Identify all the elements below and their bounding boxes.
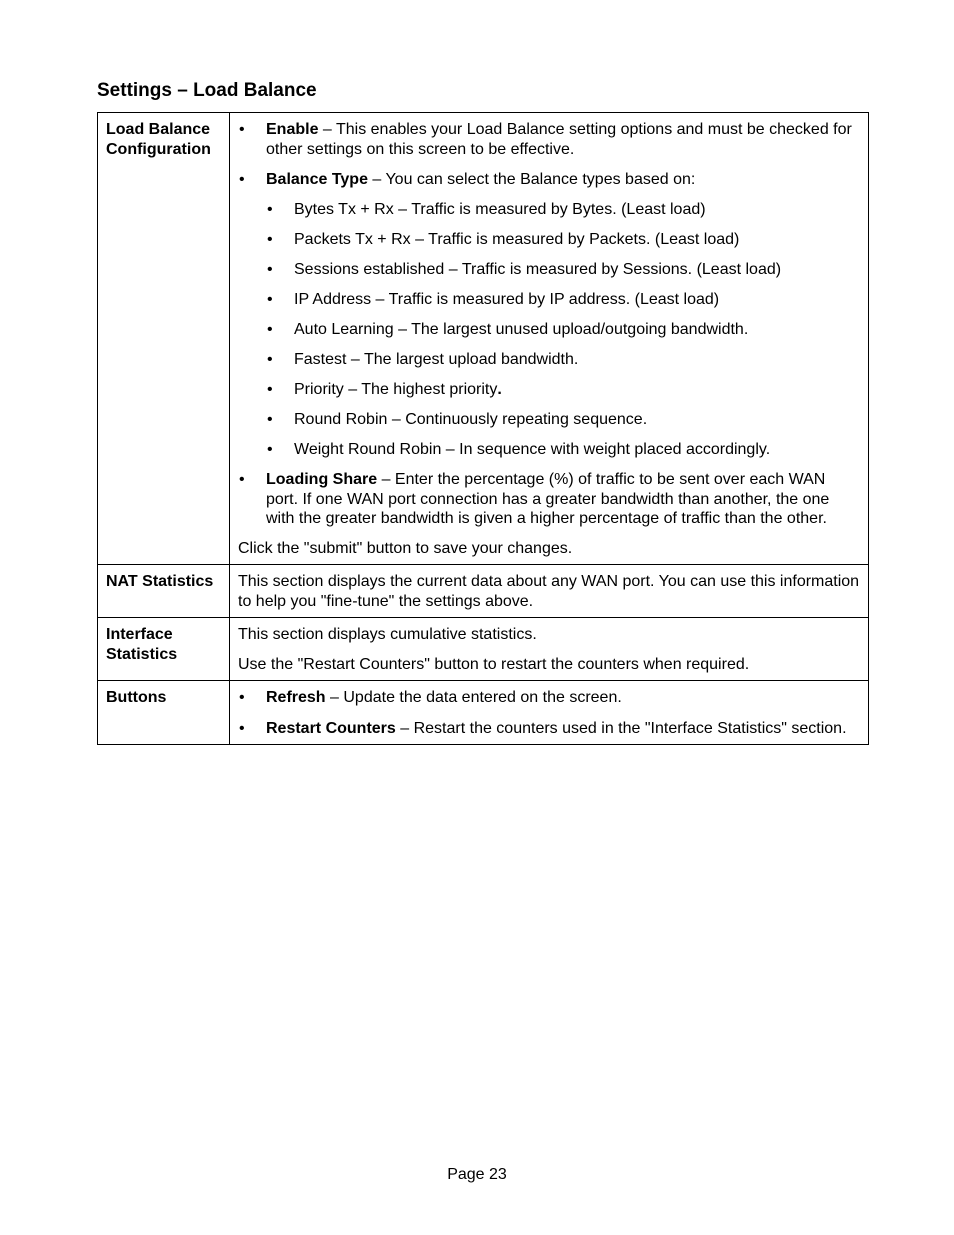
row-description — [230, 565, 869, 618]
table-row-nat-statistics — [98, 565, 869, 618]
page-title: Settings – Load Balance — [97, 80, 317, 101]
table-row-buttons — [98, 681, 869, 745]
row-label: Interface Statistics — [98, 618, 230, 681]
list-item: • Packets Tx + Rx – Traffic is measured by Packets. (Least load) — [266, 230, 860, 250]
term-refresh: Refresh — [266, 689, 326, 706]
list-item-refresh — [238, 688, 860, 708]
buttons-list — [238, 688, 860, 738]
interface-restart-note: Use the "Restart Counters" button to restart the counters when required. — [238, 655, 750, 673]
term-balance-type: Balance Type — [266, 171, 368, 188]
list-item: • Bytes Tx + Rx – Traffic is measured by Bytes. (Least load) — [266, 200, 860, 220]
interface-description: This section displays cumulative statistics. — [238, 626, 537, 643]
submit-note: Click the "submit" button to save your changes. — [238, 539, 573, 557]
row-description — [230, 113, 869, 565]
row-label: NAT Statistics — [98, 565, 230, 618]
list-item: • Weight Round Robin – In sequence with weight placed accordingly. — [266, 440, 860, 460]
table-row-interface-statistics — [98, 618, 869, 681]
list-item-priority — [266, 380, 860, 400]
balance-type-list — [266, 200, 860, 460]
row-label: Load Balance Configuration — [98, 113, 230, 565]
nat-description: This section displays the current data about any WAN port. You can use this information to help you "fine-tune" the settings above. — [238, 573, 860, 610]
settings-table — [97, 112, 869, 745]
desc-loading-share: – Enter the percentage (%) of traffic to be sent over each WAN port. If one WAN port connection has a greater bandwidth than another, the one with the greater bandwidth is given a higher percentage of traffic than the other. — [266, 471, 830, 527]
desc-enable: – This enables your Load Balance setting options and must be checked for other settings on this screen to be effective. — [266, 121, 852, 158]
list-item: • IP Address – Traffic is measured by IP address. (Least load) — [266, 290, 860, 310]
list-item: • Fastest – The largest upload bandwidth. — [266, 350, 860, 370]
row-description — [230, 681, 869, 745]
term-loading-share: Loading Share — [266, 471, 378, 488]
priority-period: . — [497, 380, 502, 398]
list-item-loading-share — [238, 470, 860, 529]
list-item-enable — [238, 120, 860, 159]
desc-restart-counters: – Restart the counters used in the "Interface Statistics" section. — [395, 719, 847, 737]
desc-refresh: – Update the data entered on the screen. — [325, 689, 622, 706]
row-description — [230, 618, 869, 681]
option-list — [238, 120, 860, 529]
priority-text: Priority – The highest priority — [294, 380, 498, 398]
desc-balance-type: – You can select the Balance types based on: — [367, 171, 696, 188]
row-label: Buttons — [98, 681, 230, 745]
table-row-load-balance-configuration — [98, 113, 869, 565]
list-item: • Round Robin – Continuously repeating sequence. — [266, 410, 860, 430]
page-number: Page 23 — [447, 1166, 507, 1183]
term-enable: Enable — [266, 121, 319, 138]
list-item-balance-type — [238, 170, 860, 459]
list-item-restart-counters — [238, 719, 860, 739]
list-item: • Sessions established – Traffic is measured by Sessions. (Least load) — [266, 260, 860, 280]
term-restart-counters: Restart Counters — [266, 719, 396, 737]
list-item: • Auto Learning – The largest unused upload/outgoing bandwidth. — [266, 320, 860, 340]
